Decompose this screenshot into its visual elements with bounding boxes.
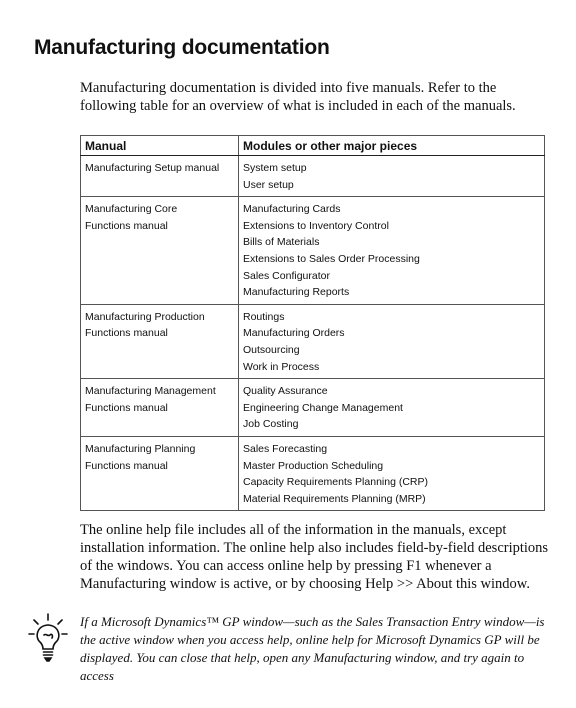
table-row: [81, 197, 545, 305]
manual-name-line: Manufacturing Planning: [85, 442, 196, 455]
manual-cell: [81, 197, 239, 305]
module-item: Work in Process: [243, 360, 320, 373]
module-item: Job Costing: [243, 418, 299, 431]
header-modules: Modules or other major pieces: [239, 136, 545, 156]
module-item: Master Production Scheduling: [243, 459, 384, 472]
online-help-paragraph: The online help file includes all of the information in the manuals, except installation information. The online help also includes field-by-field descriptions of the windows. You can access online help by pressing F1 whenever a Manufacturing window is active, or by choosing Help >> About this window.: [80, 522, 549, 592]
module-item: Manufacturing Orders: [243, 327, 345, 340]
manual-cell: [81, 304, 239, 378]
manual-name-line: Manufacturing Core: [85, 203, 178, 216]
table-header-row: [81, 136, 545, 156]
module-item: Material Requirements Planning (MRP): [243, 492, 426, 505]
module-item: Quality Assurance: [243, 385, 328, 398]
manual-name-line: Manufacturing Setup manual: [85, 162, 220, 174]
modules-cell: [239, 304, 545, 378]
modules-cell: [239, 197, 545, 305]
manual-name-line: Functions manual: [85, 219, 168, 232]
module-item: User setup: [243, 178, 294, 191]
module-item: Extensions to Sales Order Processing: [243, 252, 420, 265]
module-item: Bills of Materials: [243, 236, 320, 249]
tip-note: If a Microsoft Dynamics™ GP window—such as the Sales Transaction Entry window—is the active window when you access help, online help for Microsoft Dynamics GP will be displayed. You can close that help, open any Manufacturing window, and try again to access: [80, 614, 545, 683]
manual-cell: [81, 156, 239, 197]
module-item: Sales Configurator: [243, 269, 330, 282]
module-item: Engineering Change Management: [243, 401, 403, 414]
table-row: [81, 436, 545, 510]
lightbulb-icon: [28, 612, 68, 664]
intro-paragraph: Manufacturing documentation is divided into five manuals. Refer to the following table for an overview of what is included in each of the manuals.: [80, 80, 516, 114]
table-row: [81, 156, 545, 197]
manuals-table: [80, 135, 545, 511]
modules-cell: [239, 156, 545, 197]
module-item: Sales Forecasting: [243, 442, 328, 455]
table-row: [81, 304, 545, 378]
module-item: System setup: [243, 162, 307, 174]
modules-cell: [239, 436, 545, 510]
modules-cell: [239, 379, 545, 437]
section-heading: Manufacturing documentation: [34, 36, 330, 59]
manual-name-line: Functions manual: [85, 401, 168, 414]
module-item: Manufacturing Reports: [243, 286, 350, 299]
manual-name-line: Functions manual: [85, 459, 168, 472]
module-item: Outsourcing: [243, 343, 300, 356]
module-item: Extensions to Inventory Control: [243, 219, 389, 232]
module-item: Routings: [243, 310, 285, 323]
manual-name-line: Functions manual: [85, 327, 168, 340]
manual-name-line: Manufacturing Production: [85, 310, 205, 323]
manual-cell: [81, 436, 239, 510]
module-item: Capacity Requirements Planning (CRP): [243, 476, 428, 489]
table-body: [81, 156, 545, 511]
header-manual: Manual: [81, 136, 239, 156]
module-item: Manufacturing Cards: [243, 203, 341, 216]
table-row: [81, 379, 545, 437]
manual-name-line: Manufacturing Management: [85, 385, 216, 398]
manual-cell: [81, 379, 239, 437]
